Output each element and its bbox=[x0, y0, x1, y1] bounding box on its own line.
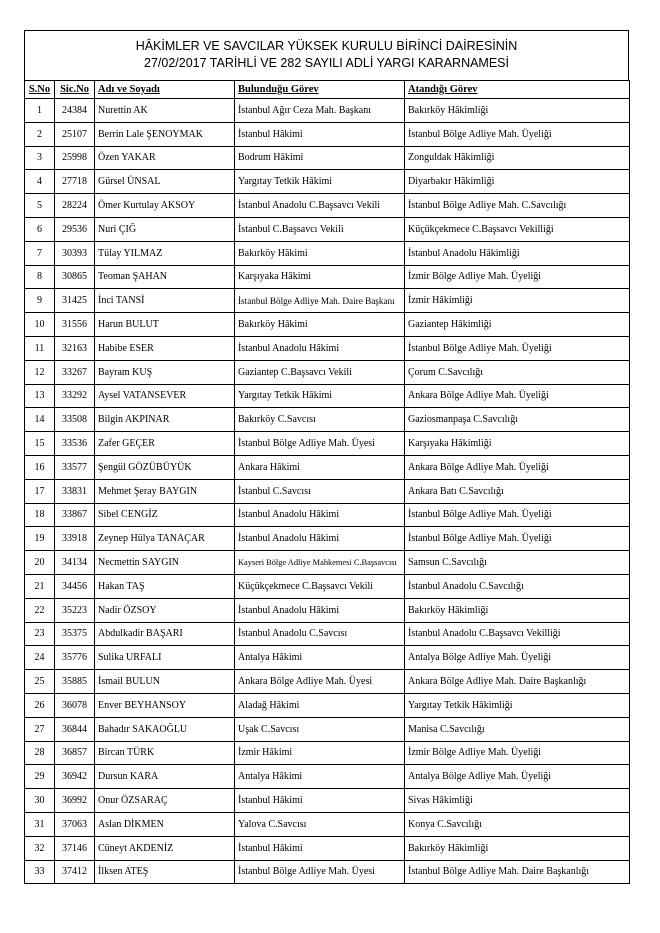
cell-sno: 20 bbox=[25, 551, 55, 575]
table-row bbox=[25, 836, 630, 860]
cell-current-post: Kayseri Bölge Adliye Mahkemesi C.Başsavcısı bbox=[235, 551, 405, 575]
cell-current-post: İstanbul Bölge Adliye Mah. Üyesi bbox=[235, 860, 405, 884]
cell-sicno: 37146 bbox=[55, 836, 95, 860]
cell-name: İnci TANSİ bbox=[95, 289, 235, 313]
cell-assigned-post: İstanbul Bölge Adliye Mah. Üyeliği bbox=[405, 122, 630, 146]
cell-current-post: İstanbul Anadolu Hâkimi bbox=[235, 598, 405, 622]
cell-current-post: İstanbul Anadolu C.Başsavcı Vekili bbox=[235, 194, 405, 218]
cell-name: Cüneyt AKDENİZ bbox=[95, 836, 235, 860]
cell-current-post: Yargıtay Tetkik Hâkimi bbox=[235, 384, 405, 408]
cell-sicno: 36857 bbox=[55, 741, 95, 765]
cell-assigned-post: Yargıtay Tetkik Hâkimliği bbox=[405, 693, 630, 717]
table-row bbox=[25, 717, 630, 741]
cell-sno: 1 bbox=[25, 99, 55, 123]
table-row bbox=[25, 741, 630, 765]
cell-sicno: 33536 bbox=[55, 432, 95, 456]
cell-assigned-post: İstanbul Anadolu C.Başsavcı Vekilliği bbox=[405, 622, 630, 646]
cell-sicno: 33867 bbox=[55, 503, 95, 527]
cell-sno: 8 bbox=[25, 265, 55, 289]
table-row bbox=[25, 432, 630, 456]
table-row bbox=[25, 598, 630, 622]
cell-sicno: 31425 bbox=[55, 289, 95, 313]
cell-name: Bahadır SAKAOĞLU bbox=[95, 717, 235, 741]
cell-assigned-post: Zonguldak Hâkimliği bbox=[405, 146, 630, 170]
cell-name: Bayram KUŞ bbox=[95, 360, 235, 384]
table-row bbox=[25, 789, 630, 813]
cell-name: Dursun KARA bbox=[95, 765, 235, 789]
cell-name: Bilgin AKPINAR bbox=[95, 408, 235, 432]
cell-assigned-post: Gaziosmanpaşa C.Savcılığı bbox=[405, 408, 630, 432]
cell-assigned-post: Bakırköy Hâkimliği bbox=[405, 836, 630, 860]
table-row bbox=[25, 646, 630, 670]
cell-sicno: 33577 bbox=[55, 455, 95, 479]
table-row bbox=[25, 551, 630, 575]
cell-sno: 23 bbox=[25, 622, 55, 646]
cell-current-post: Yalova C.Savcısı bbox=[235, 812, 405, 836]
cell-name: Sibel CENGİZ bbox=[95, 503, 235, 527]
cell-assigned-post: Bakırköy Hâkimliği bbox=[405, 598, 630, 622]
cell-sicno: 36844 bbox=[55, 717, 95, 741]
cell-sno: 31 bbox=[25, 812, 55, 836]
cell-current-post: Gaziantep C.Başsavcı Vekili bbox=[235, 360, 405, 384]
cell-name: Nadir ÖZSOY bbox=[95, 598, 235, 622]
cell-current-post: Küçükçekmece C.Başsavcı Vekili bbox=[235, 574, 405, 598]
cell-assigned-post: Diyarbakır Hâkimliği bbox=[405, 170, 630, 194]
cell-sno: 21 bbox=[25, 574, 55, 598]
cell-current-post: Yargıtay Tetkik Hâkimi bbox=[235, 170, 405, 194]
cell-sno: 11 bbox=[25, 336, 55, 360]
cell-name: Aslan DİKMEN bbox=[95, 812, 235, 836]
cell-sno: 10 bbox=[25, 313, 55, 337]
table-row bbox=[25, 765, 630, 789]
table-row bbox=[25, 360, 630, 384]
cell-sicno: 35223 bbox=[55, 598, 95, 622]
document-title bbox=[24, 30, 629, 80]
cell-sno: 9 bbox=[25, 289, 55, 313]
cell-current-post: Karşıyaka Hâkimi bbox=[235, 265, 405, 289]
cell-sicno: 30393 bbox=[55, 241, 95, 265]
cell-name: Onur ÖZSARAÇ bbox=[95, 789, 235, 813]
cell-assigned-post: Antalya Bölge Adliye Mah. Üyeliği bbox=[405, 646, 630, 670]
cell-current-post: Ankara Bölge Adliye Mah. Üyesi bbox=[235, 670, 405, 694]
cell-name: Nurettin AK bbox=[95, 99, 235, 123]
cell-sno: 33 bbox=[25, 860, 55, 884]
cell-assigned-post: İstanbul Bölge Adliye Mah. Üyeliği bbox=[405, 527, 630, 551]
cell-assigned-post: Gaziantep Hâkimliği bbox=[405, 313, 630, 337]
cell-sno: 14 bbox=[25, 408, 55, 432]
table-row bbox=[25, 860, 630, 884]
header-sno: S.No bbox=[25, 81, 55, 99]
cell-sicno: 32163 bbox=[55, 336, 95, 360]
cell-name: Enver BEYHANSOY bbox=[95, 693, 235, 717]
table-row bbox=[25, 289, 630, 313]
cell-name: Zeynep Hülya TANAÇAR bbox=[95, 527, 235, 551]
cell-current-post: Antalya Hâkimi bbox=[235, 765, 405, 789]
cell-name: Gürsel ÜNSAL bbox=[95, 170, 235, 194]
cell-sicno: 29536 bbox=[55, 217, 95, 241]
cell-name: Habibe ESER bbox=[95, 336, 235, 360]
cell-sno: 22 bbox=[25, 598, 55, 622]
cell-current-post: İstanbul Anadolu Hâkimi bbox=[235, 527, 405, 551]
cell-assigned-post: İstanbul Anadolu Hâkimliği bbox=[405, 241, 630, 265]
cell-name: Sulika URFALI bbox=[95, 646, 235, 670]
cell-current-post: İstanbul Bölge Adliye Mah. Daire Başkanı bbox=[235, 289, 405, 313]
cell-assigned-post: Konya C.Savcılığı bbox=[405, 812, 630, 836]
cell-sno: 32 bbox=[25, 836, 55, 860]
header-assigned-post: Atandığı Görev bbox=[405, 81, 630, 99]
cell-name: Zafer GEÇER bbox=[95, 432, 235, 456]
table-row bbox=[25, 336, 630, 360]
cell-sno: 16 bbox=[25, 455, 55, 479]
cell-current-post: Aladağ Hâkimi bbox=[235, 693, 405, 717]
title-line-2: 27/02/2017 TARİHLİ VE 282 SAYILI ADLİ YARGI KARARNAMESİ bbox=[144, 56, 509, 70]
cell-sicno: 34456 bbox=[55, 574, 95, 598]
cell-name: Hakan TAŞ bbox=[95, 574, 235, 598]
cell-assigned-post: Küçükçekmece C.Başsavcı Vekilliği bbox=[405, 217, 630, 241]
table-row bbox=[25, 408, 630, 432]
cell-current-post: İstanbul Hâkimi bbox=[235, 789, 405, 813]
table-row bbox=[25, 527, 630, 551]
cell-sno: 28 bbox=[25, 741, 55, 765]
cell-assigned-post: Çorum C.Savcılığı bbox=[405, 360, 630, 384]
cell-sno: 24 bbox=[25, 646, 55, 670]
cell-current-post: İstanbul C.Başsavcı Vekili bbox=[235, 217, 405, 241]
cell-current-post: İstanbul Anadolu Hâkimi bbox=[235, 336, 405, 360]
cell-current-post: Antalya Hâkimi bbox=[235, 646, 405, 670]
cell-name: Nuri ÇIĞ bbox=[95, 217, 235, 241]
cell-assigned-post: İstanbul Bölge Adliye Mah. Daire Başkanlığı bbox=[405, 860, 630, 884]
cell-name: Necmettin SAYGIN bbox=[95, 551, 235, 575]
cell-assigned-post: İstanbul Bölge Adliye Mah. Üyeliği bbox=[405, 336, 630, 360]
table-row bbox=[25, 384, 630, 408]
cell-sicno: 36078 bbox=[55, 693, 95, 717]
cell-sno: 29 bbox=[25, 765, 55, 789]
cell-assigned-post: Ankara Bölge Adliye Mah. Daire Başkanlığı bbox=[405, 670, 630, 694]
cell-name: Bircan TÜRK bbox=[95, 741, 235, 765]
cell-current-post: Ankara Hâkimi bbox=[235, 455, 405, 479]
title-line-1: HÂKİMLER VE SAVCILAR YÜKSEK KURULU BİRİNCİ DAİRESİNİN bbox=[135, 39, 518, 53]
cell-sicno: 36992 bbox=[55, 789, 95, 813]
cell-name: Şengül GÖZÜBÜYÜK bbox=[95, 455, 235, 479]
table-row bbox=[25, 170, 630, 194]
cell-sicno: 35776 bbox=[55, 646, 95, 670]
cell-assigned-post: İstanbul Anadolu C.Savcılığı bbox=[405, 574, 630, 598]
table-row bbox=[25, 99, 630, 123]
cell-name: İlksen ATEŞ bbox=[95, 860, 235, 884]
table-row bbox=[25, 241, 630, 265]
cell-current-post: Bakırköy Hâkimi bbox=[235, 313, 405, 337]
table-row bbox=[25, 313, 630, 337]
cell-sicno: 34134 bbox=[55, 551, 95, 575]
cell-assigned-post: İzmir Bölge Adliye Mah. Üyeliği bbox=[405, 741, 630, 765]
cell-sicno: 33508 bbox=[55, 408, 95, 432]
cell-sno: 30 bbox=[25, 789, 55, 813]
cell-sicno: 35885 bbox=[55, 670, 95, 694]
cell-sno: 5 bbox=[25, 194, 55, 218]
cell-current-post: Bakırköy Hâkimi bbox=[235, 241, 405, 265]
table-header-row bbox=[25, 81, 630, 99]
cell-current-post: İstanbul C.Savcısı bbox=[235, 479, 405, 503]
cell-sicno: 37063 bbox=[55, 812, 95, 836]
cell-current-post: İstanbul Hâkimi bbox=[235, 122, 405, 146]
cell-sicno: 33918 bbox=[55, 527, 95, 551]
cell-sicno: 35375 bbox=[55, 622, 95, 646]
cell-sno: 12 bbox=[25, 360, 55, 384]
cell-name: Teoman ŞAHAN bbox=[95, 265, 235, 289]
cell-assigned-post: İstanbul Bölge Adliye Mah. Üyeliği bbox=[405, 503, 630, 527]
cell-sno: 15 bbox=[25, 432, 55, 456]
table-row bbox=[25, 146, 630, 170]
cell-sicno: 36942 bbox=[55, 765, 95, 789]
header-current-post: Bulunduğu Görev bbox=[235, 81, 405, 99]
cell-assigned-post: İstanbul Bölge Adliye Mah. C.Savcılığı bbox=[405, 194, 630, 218]
table-row bbox=[25, 479, 630, 503]
cell-sno: 3 bbox=[25, 146, 55, 170]
cell-sicno: 33267 bbox=[55, 360, 95, 384]
cell-assigned-post: Bakırköy Hâkimliği bbox=[405, 99, 630, 123]
cell-assigned-post: Manisa C.Savcılığı bbox=[405, 717, 630, 741]
table-row bbox=[25, 455, 630, 479]
table-row bbox=[25, 194, 630, 218]
cell-name: Berrin Lale ŞENOYMAK bbox=[95, 122, 235, 146]
header-sicno: Sic.No bbox=[55, 81, 95, 99]
cell-current-post: İstanbul Ağır Ceza Mah. Başkanı bbox=[235, 99, 405, 123]
cell-current-post: İstanbul Bölge Adliye Mah. Üyesi bbox=[235, 432, 405, 456]
cell-name: Abdulkadir BAŞARI bbox=[95, 622, 235, 646]
table-row bbox=[25, 122, 630, 146]
cell-assigned-post: Karşıyaka Hâkimliği bbox=[405, 432, 630, 456]
cell-sno: 6 bbox=[25, 217, 55, 241]
cell-sicno: 33831 bbox=[55, 479, 95, 503]
cell-sicno: 37412 bbox=[55, 860, 95, 884]
cell-name: Mehmet Şeray BAYGIN bbox=[95, 479, 235, 503]
cell-sno: 17 bbox=[25, 479, 55, 503]
cell-sicno: 24384 bbox=[55, 99, 95, 123]
cell-name: Harun BULUT bbox=[95, 313, 235, 337]
cell-current-post: İstanbul Hâkimi bbox=[235, 836, 405, 860]
cell-sno: 25 bbox=[25, 670, 55, 694]
table-row bbox=[25, 503, 630, 527]
table-row bbox=[25, 217, 630, 241]
cell-assigned-post: Antalya Bölge Adliye Mah. Üyeliği bbox=[405, 765, 630, 789]
cell-assigned-post: İzmir Bölge Adliye Mah. Üyeliği bbox=[405, 265, 630, 289]
table-row bbox=[25, 622, 630, 646]
table-row bbox=[25, 670, 630, 694]
cell-name: Tülay YILMAZ bbox=[95, 241, 235, 265]
cell-name: Özen YAKAR bbox=[95, 146, 235, 170]
cell-sno: 19 bbox=[25, 527, 55, 551]
assignment-table bbox=[24, 80, 630, 884]
cell-sno: 7 bbox=[25, 241, 55, 265]
cell-sno: 4 bbox=[25, 170, 55, 194]
cell-name: İsmail BULUN bbox=[95, 670, 235, 694]
cell-name: Ömer Kurtulay AKSOY bbox=[95, 194, 235, 218]
decree-document bbox=[24, 30, 629, 884]
table-row bbox=[25, 812, 630, 836]
table-row bbox=[25, 574, 630, 598]
cell-current-post: Uşak C.Savcısı bbox=[235, 717, 405, 741]
cell-sicno: 28224 bbox=[55, 194, 95, 218]
cell-sicno: 25107 bbox=[55, 122, 95, 146]
cell-sicno: 31556 bbox=[55, 313, 95, 337]
cell-sno: 18 bbox=[25, 503, 55, 527]
table-row bbox=[25, 265, 630, 289]
cell-name: Aysel VATANSEVER bbox=[95, 384, 235, 408]
cell-sicno: 33292 bbox=[55, 384, 95, 408]
cell-sicno: 27718 bbox=[55, 170, 95, 194]
table-row bbox=[25, 693, 630, 717]
cell-current-post: Bakırköy C.Savcısı bbox=[235, 408, 405, 432]
cell-current-post: Bodrum Hâkimi bbox=[235, 146, 405, 170]
cell-assigned-post: Sivas Hâkimliği bbox=[405, 789, 630, 813]
cell-assigned-post: Ankara Bölge Adliye Mah. Üyeliği bbox=[405, 384, 630, 408]
cell-assigned-post: İzmir Hâkimliği bbox=[405, 289, 630, 313]
cell-assigned-post: Ankara Bölge Adliye Mah. Üyeliği bbox=[405, 455, 630, 479]
cell-assigned-post: Ankara Batı C.Savcılığı bbox=[405, 479, 630, 503]
cell-current-post: İstanbul Anadolu Hâkimi bbox=[235, 503, 405, 527]
cell-sicno: 25998 bbox=[55, 146, 95, 170]
cell-sicno: 30865 bbox=[55, 265, 95, 289]
cell-sno: 2 bbox=[25, 122, 55, 146]
cell-assigned-post: Samsun C.Savcılığı bbox=[405, 551, 630, 575]
cell-sno: 27 bbox=[25, 717, 55, 741]
header-name: Adı ve Soyadı bbox=[95, 81, 235, 99]
cell-sno: 13 bbox=[25, 384, 55, 408]
cell-sno: 26 bbox=[25, 693, 55, 717]
cell-current-post: İstanbul Anadolu C.Savcısı bbox=[235, 622, 405, 646]
cell-current-post: İzmir Hâkimi bbox=[235, 741, 405, 765]
